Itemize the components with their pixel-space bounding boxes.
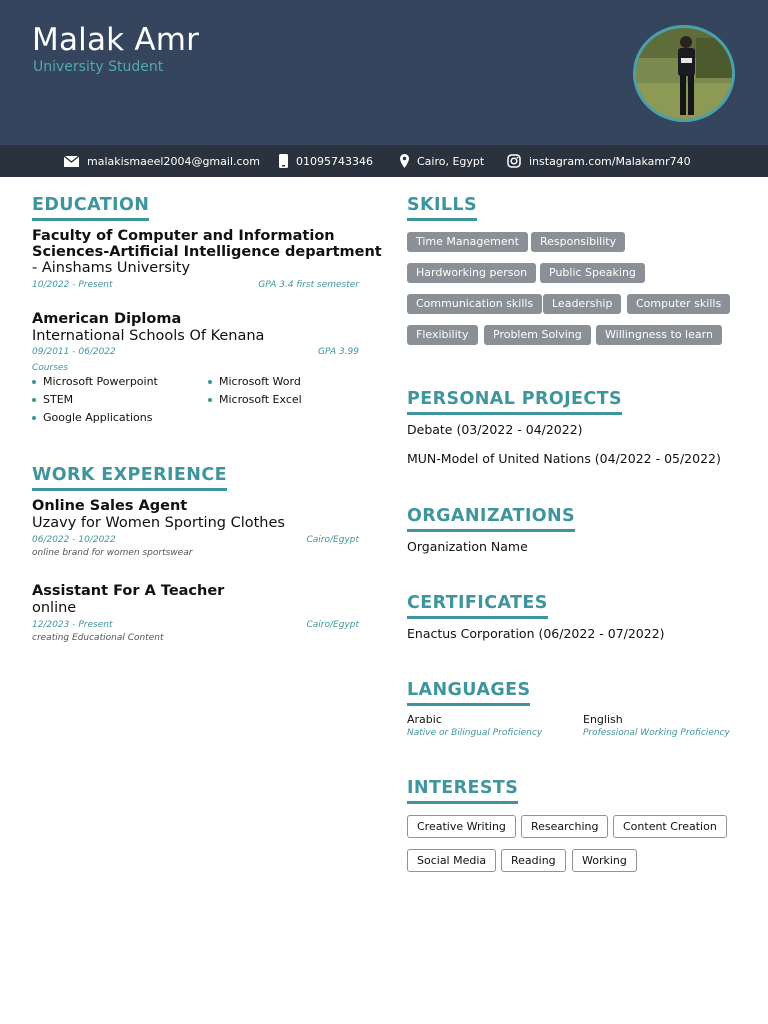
- skill-tag: Time Management: [407, 232, 528, 252]
- bullet-dot: [208, 398, 212, 402]
- work-1-position: Online Sales Agent: [32, 498, 188, 514]
- interest-tag: Creative Writing: [407, 815, 516, 838]
- work-2-company: online: [32, 600, 77, 616]
- map-pin-icon: [400, 154, 409, 168]
- skill-tag: Leadership: [543, 294, 621, 314]
- language-level: Native or Bilingual Proficiency: [407, 728, 543, 738]
- contact-instagram-text: instagram.com/Malakamr740: [529, 154, 691, 168]
- candidate-name: Malak Amr: [32, 22, 200, 58]
- course-item: [208, 375, 301, 388]
- contact-bar: [0, 145, 768, 177]
- certificates-section-title: CERTIFICATES: [407, 592, 548, 619]
- education-2-gpa: GPA 3.99: [317, 347, 359, 357]
- course-text: Microsoft Word: [219, 375, 301, 388]
- contact-instagram[interactable]: [507, 145, 691, 177]
- bullet-dot: [32, 380, 36, 384]
- work-1-dates: 06/2022 - 10/2022: [32, 535, 116, 545]
- work-1-company: Uzavy for Women Sporting Clothes: [32, 515, 285, 531]
- candidate-role: University Student: [33, 59, 164, 75]
- work-1-description: online brand for women sportswear: [32, 548, 193, 558]
- work-2-position: Assistant For A Teacher: [32, 583, 225, 599]
- skill-tag: Hardworking person: [407, 263, 536, 283]
- skill-tag: Public Speaking: [540, 263, 645, 283]
- courses-label: Courses: [32, 363, 69, 373]
- work-1-location: Cairo/Egypt: [306, 535, 359, 545]
- work-2-description: creating Educational Content: [32, 633, 164, 643]
- bullet-dot: [208, 380, 212, 384]
- interest-tag: Content Creation: [613, 815, 727, 838]
- interests-section-title: INTERESTS: [407, 777, 518, 804]
- course-text: Microsoft Powerpoint: [43, 375, 158, 388]
- contact-phone-text: 01095743346: [296, 154, 373, 168]
- contact-location: [400, 145, 484, 177]
- projects-section-title: PERSONAL PROJECTS: [407, 388, 622, 415]
- organization-item: Organization Name: [407, 539, 528, 554]
- profile-photo: [633, 25, 735, 122]
- education-2-school: International Schools Of Kenana: [32, 328, 265, 344]
- skill-tag: Flexibility: [407, 325, 478, 345]
- contact-email[interactable]: [64, 145, 260, 177]
- resume-header: [0, 0, 768, 145]
- work-section-title: WORK EXPERIENCE: [32, 464, 227, 491]
- education-1-school: - Ainshams University: [32, 260, 191, 276]
- course-item: [32, 411, 152, 424]
- work-2-location: Cairo/Egypt: [306, 620, 359, 630]
- education-2-dates: 09/2011 - 06/2022: [32, 347, 116, 357]
- language-level: Professional Working Proficiency: [583, 728, 730, 738]
- course-item: [32, 393, 73, 406]
- skill-tag: Problem Solving: [484, 325, 591, 345]
- education-1-degree-line2: Sciences-Artificial Intelligence department: [32, 244, 382, 260]
- interest-tag: Social Media: [407, 849, 496, 872]
- skills-section-title: SKILLS: [407, 194, 477, 221]
- education-2-degree: American Diploma: [32, 311, 182, 327]
- skill-tag: Communication skills: [407, 294, 542, 314]
- interest-tag: Researching: [521, 815, 608, 838]
- work-2-dates: 12/2023 - Present: [32, 620, 113, 630]
- certificate-item: Enactus Corporation (06/2022 - 07/2022): [407, 626, 665, 641]
- education-1-degree-line1: Faculty of Computer and Information: [32, 228, 335, 244]
- course-text: Google Applications: [43, 411, 153, 424]
- organizations-section-title: ORGANIZATIONS: [407, 505, 575, 532]
- bullet-dot: [32, 398, 36, 402]
- course-text: STEM: [43, 393, 74, 406]
- phone-icon: [279, 154, 288, 168]
- skill-tag: Computer skills: [627, 294, 730, 314]
- course-item: [32, 375, 158, 388]
- skill-tag: Responsibility: [531, 232, 625, 252]
- bullet-dot: [32, 416, 36, 420]
- contact-email-text: malakismaeel2004@gmail.com: [87, 154, 260, 168]
- education-1-gpa: GPA 3.4 first semester: [258, 280, 359, 290]
- contact-phone[interactable]: [279, 145, 373, 177]
- education-section-title: EDUCATION: [32, 194, 149, 221]
- profile-photo-image: [636, 28, 735, 122]
- skill-tag: Willingness to learn: [596, 325, 722, 345]
- education-1-dates: 10/2022 - Present: [32, 280, 113, 290]
- project-item: Debate (03/2022 - 04/2022): [407, 422, 583, 437]
- instagram-icon: [507, 154, 521, 168]
- languages-section-title: LANGUAGES: [407, 679, 530, 706]
- project-item: MUN-Model of United Nations (04/2022 - 05/2022): [407, 451, 721, 466]
- language-name: Arabic: [407, 713, 442, 726]
- contact-location-text: Cairo, Egypt: [417, 154, 485, 168]
- interest-tag: Working: [572, 849, 637, 872]
- language-name: English: [583, 713, 623, 726]
- interest-tag: Reading: [501, 849, 566, 872]
- course-item: [208, 393, 302, 406]
- course-text: Microsoft Excel: [219, 393, 302, 406]
- envelope-icon: [64, 156, 79, 167]
